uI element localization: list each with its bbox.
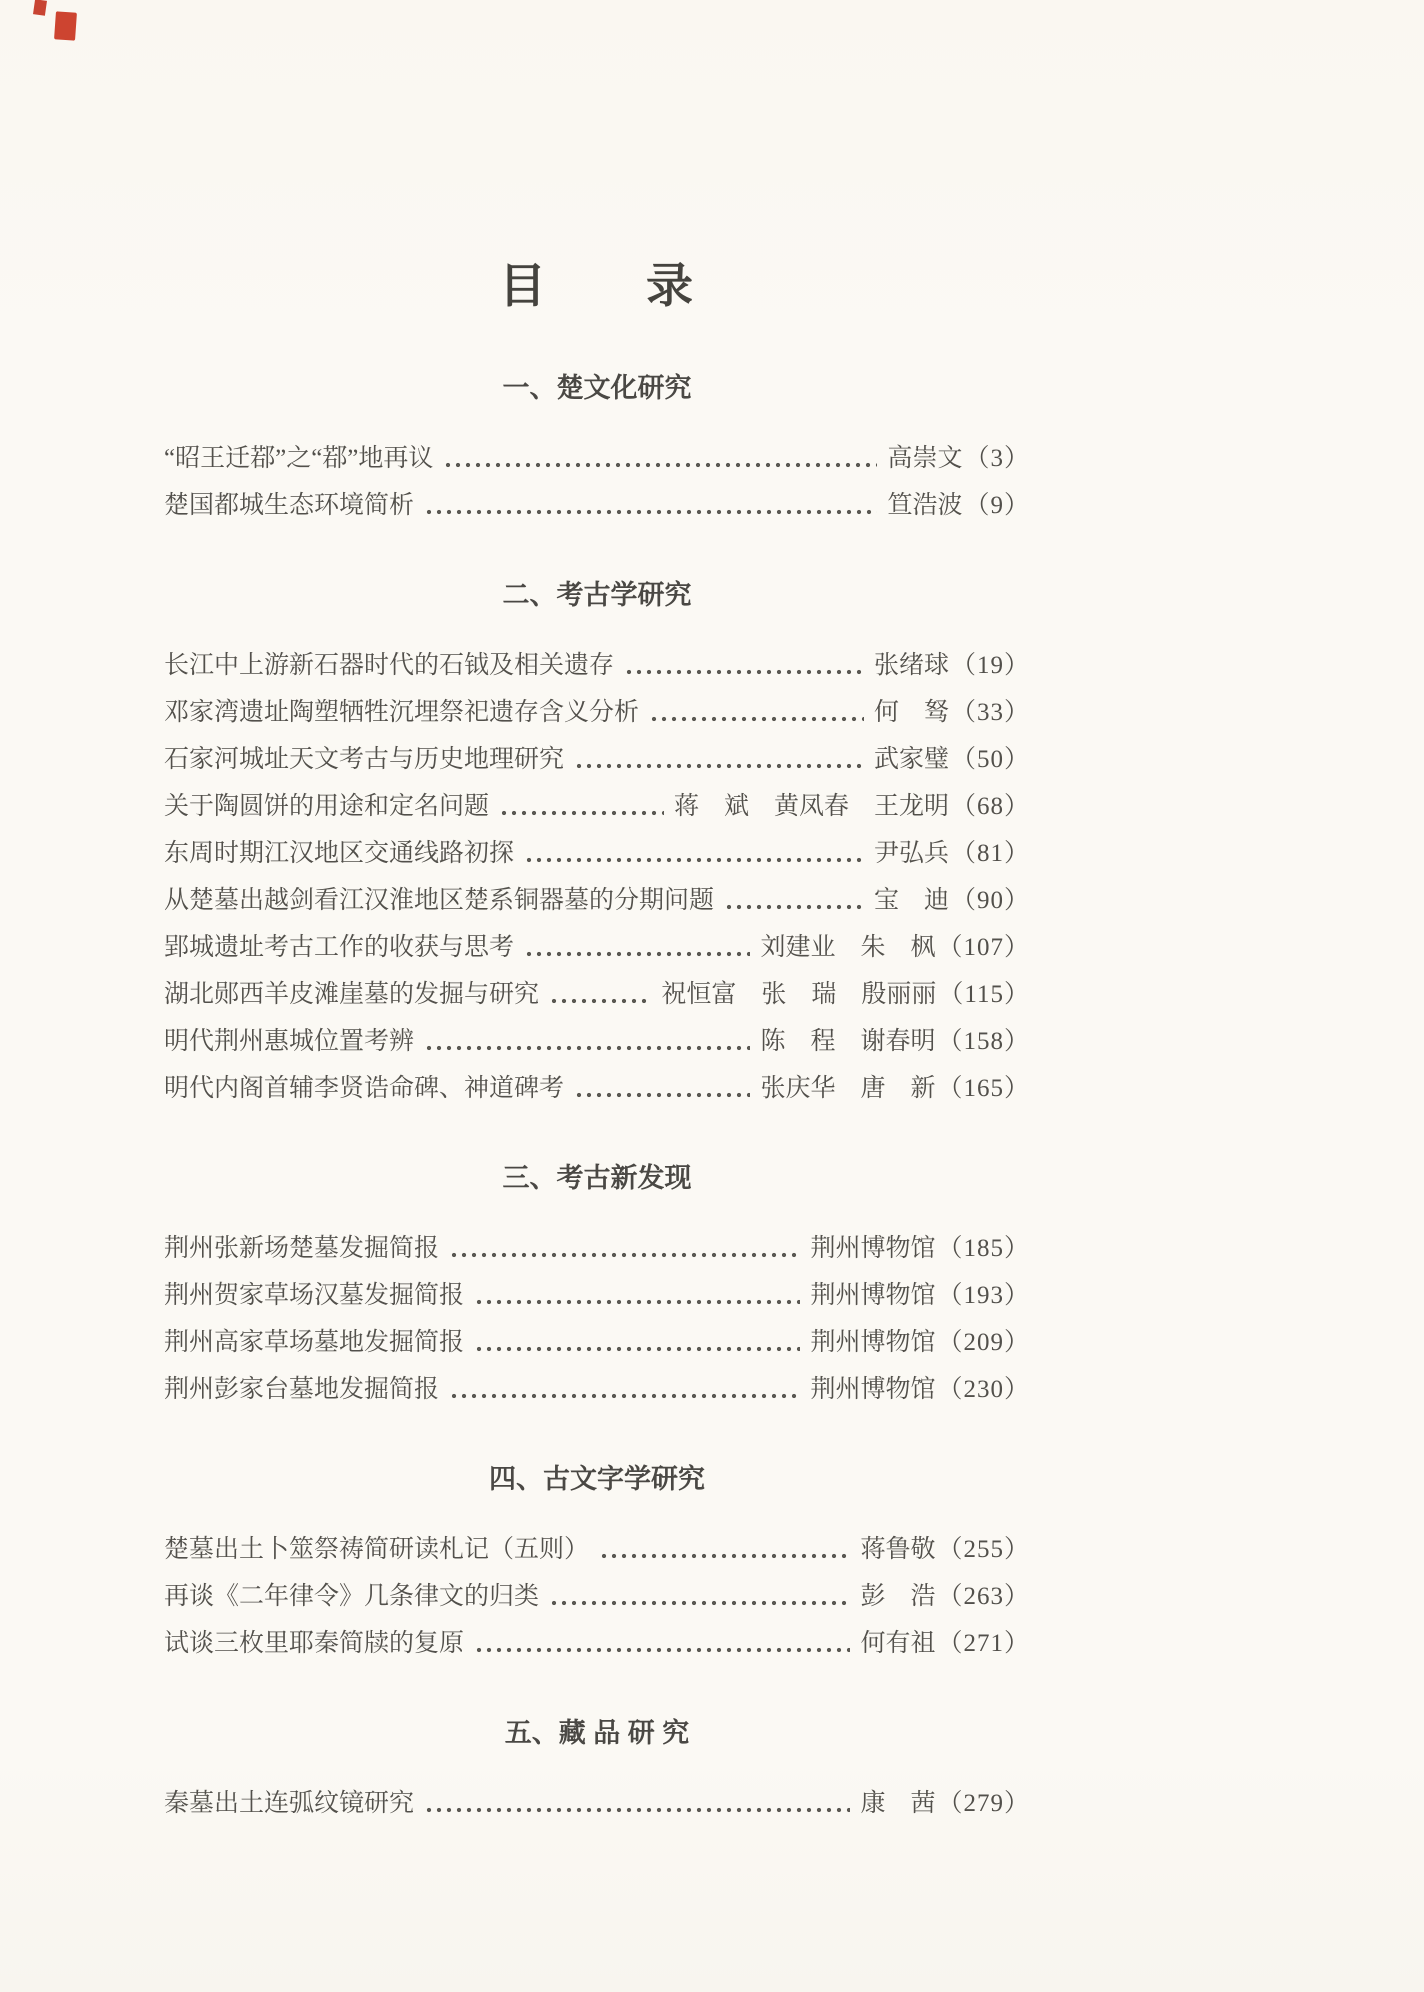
entry-authors: 蒋 斌 黄凤春 王龙明 [673, 793, 949, 820]
toc-entry [164, 1366, 1030, 1413]
entry-ref [860, 1780, 1030, 1827]
section-heading: 四、古文字学研究 [489, 1464, 705, 1494]
dot-leader [474, 1343, 800, 1355]
entry-ref [760, 924, 1030, 971]
entry-title: 荆州高家草场墓地发掘简报 [164, 1329, 465, 1356]
dot-leader [524, 854, 864, 866]
entry-ref [760, 1065, 1030, 1112]
entry-authors: 彭 浩 [860, 1583, 936, 1610]
toc-content [164, 252, 1030, 1827]
entry-title: 明代内阁首辅李贤诰命碑、神道碑考 [164, 1075, 565, 1102]
entry-page-number: （271） [937, 1630, 1030, 1657]
dot-leader [474, 1644, 850, 1656]
entry-page-number: （19） [950, 652, 1030, 679]
entry-title: 东周时期江汉地区交通线路初探 [164, 840, 515, 867]
dot-leader [724, 901, 864, 913]
dot-leader [599, 1550, 850, 1562]
toc-entry [164, 924, 1030, 971]
page-title: 目 录 [499, 261, 695, 313]
dot-leader [424, 506, 877, 518]
toc-entry [164, 482, 1030, 529]
entry-ref [874, 830, 1030, 877]
entry-title: 长江中上游新石器时代的石钺及相关遗存 [164, 652, 615, 679]
entry-ref [860, 1620, 1030, 1667]
toc-entry [164, 1526, 1030, 1573]
entry-authors: 蒋鲁敬 [860, 1536, 936, 1563]
section-entries [164, 1526, 1030, 1667]
entry-title: 荆州彭家台墓地发掘简报 [164, 1376, 440, 1403]
entry-authors: 祝恒富 张 瑞 殷丽丽 [661, 981, 937, 1008]
dot-leader [449, 1249, 800, 1261]
entry-title: 湖北郧西羊皮滩崖墓的发掘与研究 [164, 981, 540, 1008]
toc-section [164, 1158, 1030, 1413]
toc-entry [164, 1573, 1030, 1620]
entry-title: 秦墓出土连弧纹镜研究 [164, 1790, 415, 1817]
dot-leader [449, 1390, 800, 1402]
dot-leader [499, 807, 664, 819]
entry-ref [887, 435, 1030, 482]
entry-title: 关于陶圆饼的用途和定名问题 [164, 793, 490, 820]
dot-leader [424, 1042, 750, 1054]
section-entries [164, 435, 1030, 529]
entry-page-number: （81） [950, 840, 1030, 867]
entry-page-number: （165） [937, 1075, 1030, 1102]
dot-leader [474, 1296, 800, 1308]
section-heading: 三、考古新发现 [502, 1163, 692, 1193]
entry-page-number: （255） [937, 1536, 1030, 1563]
section-entries [164, 642, 1030, 1112]
entry-authors: 刘建业 朱 枫 [760, 934, 936, 961]
entry-ref [860, 1573, 1030, 1620]
entry-ref [810, 1319, 1030, 1366]
toc-section [164, 575, 1030, 1112]
dot-leader [524, 948, 750, 960]
toc-entry [164, 689, 1030, 736]
entry-title: “昭王迁鄀”之“鄀”地再议 [164, 445, 434, 472]
entry-ref [887, 482, 1030, 529]
dot-leader [549, 1597, 850, 1609]
toc-entry [164, 1780, 1030, 1827]
entry-ref [810, 1225, 1030, 1272]
entry-authors: 何有祖 [860, 1630, 936, 1657]
toc-entry [164, 971, 1030, 1018]
entry-ref [874, 689, 1030, 736]
entry-authors: 康 茜 [860, 1790, 936, 1817]
entry-ref [860, 1526, 1030, 1573]
entry-page-number: （158） [937, 1028, 1030, 1055]
entry-authors: 笪浩波 [887, 492, 963, 519]
entry-ref [874, 877, 1030, 924]
entry-page-number: （185） [937, 1235, 1030, 1262]
section-heading: 二、考古学研究 [502, 580, 692, 610]
dot-leader [574, 1089, 750, 1101]
entry-page-number: （33） [950, 699, 1030, 726]
entry-authors: 高崇文 [887, 445, 963, 472]
entry-authors: 何 驽 [873, 699, 949, 726]
entry-authors: 武家璧 [873, 746, 949, 773]
scan-artifact-red-mark [54, 11, 77, 40]
section-heading: 一、楚文化研究 [502, 373, 692, 403]
entry-ref [874, 736, 1030, 783]
entry-ref [810, 1272, 1030, 1319]
section-heading: 五、藏 品 研 究 [504, 1718, 690, 1748]
toc-entry [164, 783, 1030, 830]
entry-page-number: （50） [950, 746, 1030, 773]
entry-page-number: （68） [950, 793, 1030, 820]
toc-entry [164, 435, 1030, 482]
entry-title: 石家河城址天文考古与历史地理研究 [164, 746, 565, 773]
toc-entry [164, 877, 1030, 924]
toc-section [164, 1713, 1030, 1827]
entry-page-number: （115） [938, 981, 1030, 1008]
toc-entry [164, 1018, 1030, 1065]
entry-authors: 荆州博物馆 [810, 1329, 936, 1356]
entry-authors: 张庆华 唐 新 [760, 1075, 936, 1102]
entry-ref [874, 642, 1030, 689]
entry-authors: 宝 迪 [873, 887, 949, 914]
dot-leader [624, 666, 864, 678]
dot-leader [443, 459, 877, 471]
entry-ref [674, 783, 1030, 830]
toc-entry [164, 830, 1030, 877]
entry-title: 再谈《二年律令》几条律文的归类 [164, 1583, 540, 1610]
toc-entry [164, 1272, 1030, 1319]
entry-title: 楚墓出土卜筮祭祷简研读札记（五则） [164, 1536, 590, 1563]
entry-page-number: （279） [937, 1790, 1030, 1817]
entry-ref [810, 1366, 1030, 1413]
entry-title: 荆州张新场楚墓发掘简报 [164, 1235, 440, 1262]
entry-title: 明代荆州惠城位置考辨 [164, 1028, 415, 1055]
entry-title: 郢城遗址考古工作的收获与思考 [164, 934, 515, 961]
entry-page-number: （209） [937, 1329, 1030, 1356]
section-entries [164, 1225, 1030, 1413]
toc-sections [164, 368, 1030, 1827]
entry-page-number: （193） [937, 1282, 1030, 1309]
entry-ref [760, 1018, 1030, 1065]
entry-title: 楚国都城生态环境简析 [164, 492, 415, 519]
entry-title: 邓家湾遗址陶塑牺牲沉埋祭祀遗存含义分析 [164, 699, 640, 726]
toc-entry [164, 1620, 1030, 1667]
entry-page-number: （9） [964, 492, 1030, 519]
dot-leader [424, 1804, 850, 1816]
scan-artifact-red-mark [33, 0, 47, 16]
toc-entry [164, 1225, 1030, 1272]
entry-title: 荆州贺家草场汉墓发掘简报 [164, 1282, 465, 1309]
toc-entry [164, 736, 1030, 783]
toc-section [164, 368, 1030, 529]
entry-page-number: （107） [937, 934, 1030, 961]
entry-authors: 尹弘兵 [873, 840, 949, 867]
entry-page-number: （263） [937, 1583, 1030, 1610]
entry-title: 从楚墓出越剑看江汉淮地区楚系铜器墓的分期问题 [164, 887, 715, 914]
entry-title: 试谈三枚里耶秦简牍的复原 [164, 1630, 465, 1657]
toc-entry [164, 642, 1030, 689]
toc-entry [164, 1319, 1030, 1366]
toc-section [164, 1459, 1030, 1667]
dot-leader [649, 713, 864, 725]
entry-authors: 荆州博物馆 [810, 1376, 936, 1403]
toc-entry [164, 1065, 1030, 1112]
entry-authors: 张绪球 [873, 652, 949, 679]
entry-authors: 陈 程 谢春明 [760, 1028, 936, 1055]
entry-ref [661, 971, 1030, 1018]
entry-authors: 荆州博物馆 [810, 1282, 936, 1309]
section-entries [164, 1780, 1030, 1827]
entry-page-number: （90） [950, 887, 1030, 914]
dot-leader [549, 995, 651, 1007]
entry-page-number: （230） [937, 1376, 1030, 1403]
dot-leader [574, 760, 864, 772]
entry-page-number: （3） [964, 445, 1030, 472]
entry-authors: 荆州博物馆 [810, 1235, 936, 1262]
